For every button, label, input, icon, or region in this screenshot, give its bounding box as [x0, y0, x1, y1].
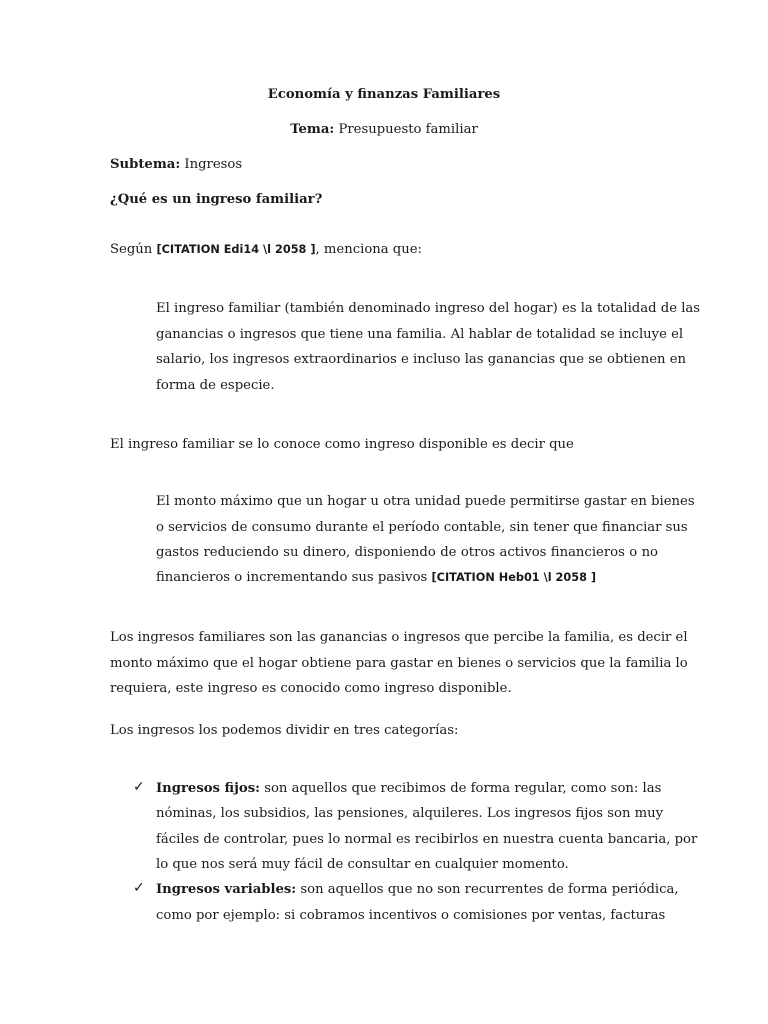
para3-line: monto máximo que el hogar obtiene para gastar en bienes o servicios que la familia lo: [110, 656, 688, 671]
checkmark-icon: ✓: [133, 880, 145, 896]
subtema-value: Ingresos: [184, 157, 243, 172]
bullet-fijos-line: lo que nos será muy fácil de consultar en cualquier momento.: [156, 857, 569, 872]
quote2-line: o servicios de consumo durante el período contable, sin tener que financiar sus: [156, 520, 688, 535]
bullet-variables-first-line: [156, 882, 679, 897]
bullet-fijos-line: fáciles de controlar, pues lo normal es recibirlos en nuestra cuenta bancaria, por: [156, 832, 698, 847]
intro-after: , menciona que:: [315, 242, 422, 257]
document-title: Economía y finanzas Familiares: [267, 87, 501, 102]
categories-intro: Los ingresos los podemos dividir en tres categorías:: [110, 723, 459, 738]
subtema-label: Subtema:: [110, 157, 181, 172]
tema-label: Tema:: [290, 122, 335, 137]
bullet-fijos-term: Ingresos fijos:: [156, 781, 260, 796]
intro-before: Según: [110, 242, 157, 257]
intro-paragraph: [110, 243, 422, 256]
quote2-line-last: [156, 571, 596, 584]
quote1-line: salario, los ingresos extraordinarios e incluso las ganancias que se obtienen en: [156, 352, 686, 367]
bullet-fijos-text: son aquellos que recibimos de forma regular, como son: las: [260, 781, 662, 796]
checkmark-icon: ✓: [133, 779, 145, 795]
quote2-last-text: financieros o incrementando sus pasivos: [156, 570, 432, 585]
tema-value: Presupuesto familiar: [338, 122, 478, 137]
bullet-fijos-line: nóminas, los subsidios, las pensiones, alquileres. Los ingresos fijos son muy: [156, 806, 664, 821]
bullet-fijos-first-line: [156, 781, 662, 796]
question-heading: ¿Qué es un ingreso familiar?: [110, 192, 323, 207]
bullet-variables-line: como por ejemplo: si cobramos incentivos o comisiones por ventas, facturas: [156, 908, 666, 923]
bullet-variables-term: Ingresos variables:: [156, 882, 297, 897]
quote2-line: gastos reduciendo su dinero, disponiendo de otros activos financieros o no: [156, 545, 658, 560]
citation-heb01: [CITATION Heb01 \l 2058 ]: [431, 571, 597, 584]
quote1-line: ganancias o ingresos que tiene una familia. Al hablar de totalidad se incluye el: [156, 327, 684, 342]
tema-line: [0, 123, 768, 136]
para3-line: Los ingresos familiares son las ganancias o ingresos que percibe la familia, es decir el: [110, 630, 688, 645]
subtema-line: [110, 158, 242, 171]
quote2-line: El monto máximo que un hogar u otra unidad puede permitirse gastar en bienes: [156, 494, 695, 509]
paragraph-disponible: El ingreso familiar se lo conoce como ingreso disponible es decir que: [110, 437, 574, 452]
para3-line: requiera, este ingreso es conocido como ingreso disponible.: [110, 681, 512, 696]
bullet-variables-text: son aquellos que no son recurrentes de forma periódica,: [296, 882, 679, 897]
quote1-line: El ingreso familiar (también denominado ingreso del hogar) es la totalidad de las: [156, 301, 701, 316]
quote1-line: forma de especie.: [156, 378, 275, 393]
citation-edi14: [CITATION Edi14 \l 2058 ]: [156, 243, 316, 256]
